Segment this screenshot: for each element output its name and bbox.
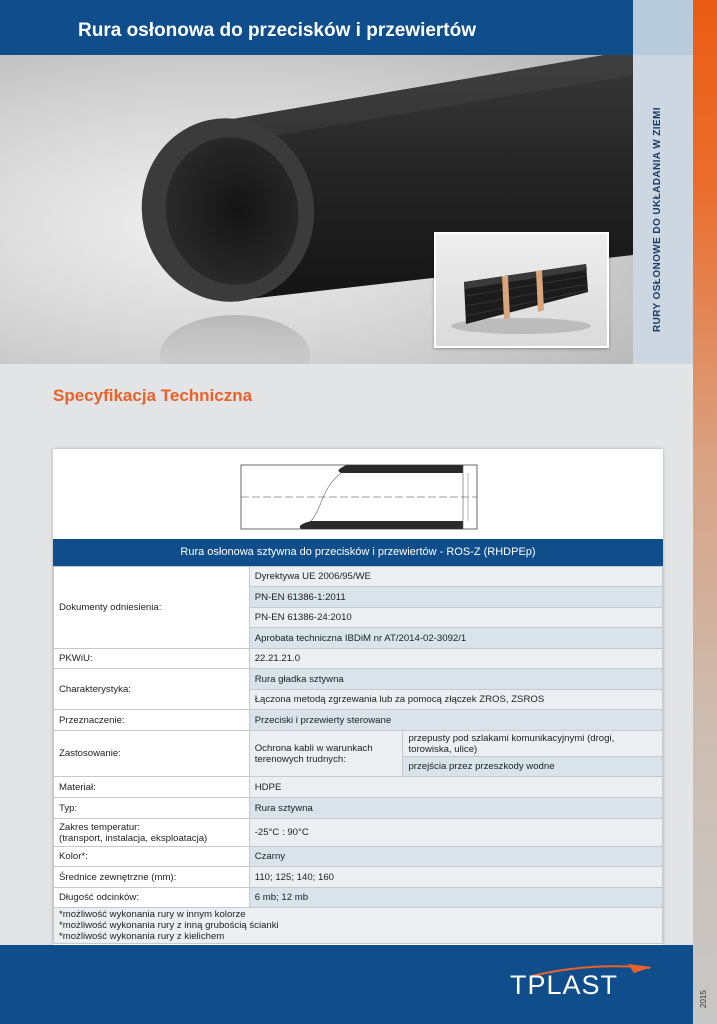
spec-card (53, 449, 663, 945)
row-label-typ: Typ: (54, 798, 250, 819)
przeznaczenie-value: Przeciski i przewierty sterowane (249, 710, 662, 731)
doc-value: Dyrektywa UE 2006/95/WE (249, 567, 662, 587)
charakterystyka-value: Rura gładka sztywna (249, 669, 662, 690)
tplast-logo (510, 958, 660, 1002)
spec-table (53, 566, 663, 944)
pipe-bundle-photo (434, 232, 609, 348)
temperatura-value: -25°C : 90°C (249, 819, 662, 847)
page-header (0, 0, 633, 55)
zastosowanie-value: przepusty pod szlakami komunikacyjnymi (drogi, torowiska, ulice) (403, 731, 663, 757)
dlugosc-value: 6 mb; 12 mb (249, 888, 662, 908)
year-label: 2015 (699, 990, 708, 1008)
spec-table-title: Rura osłonowa sztywna do przecisków i przewiertów - ROS-Z (RHDPEp) (53, 539, 663, 566)
row-label-kolor: Kolor*: (54, 847, 250, 867)
row-label-dokumenty: Dokumenty odniesienia: (54, 567, 250, 649)
row-label-dlugosc: Długość odcinków: (54, 888, 250, 908)
logo-text: TPLAST (510, 970, 619, 1000)
section-title: Specyfikacja Techniczna (53, 386, 253, 405)
page-title: Rura osłonowa do przecisków i przewiertów (78, 20, 477, 41)
zastosowanie-middle: Ochrona kabli w warunkach terenowych trudnych: (249, 731, 403, 777)
note-line: *możliwość wykonania rury w innym kolorze (59, 909, 246, 920)
row-label-przeznaczenie: Przeznaczenie: (54, 710, 250, 731)
temperatura-label: Zakres temperatur: (59, 821, 141, 833)
srednice-value: 110; 125; 140; 160 (249, 867, 662, 888)
note-line: *możliwość wykonania rury z inną grubością ścianki (59, 920, 279, 931)
doc-value: Aprobata techniczna IBDiM nr AT/2014-02-3092/1 (249, 628, 662, 649)
side-strip (633, 0, 693, 364)
row-label-material: Materiał: (54, 777, 250, 798)
doc-value: PN-EN 61386-24:2010 (249, 608, 662, 628)
row-label-charakterystyka: Charakterystyka: (54, 669, 250, 710)
kolor-value: Czarny (249, 847, 662, 867)
row-label-srednice: Średnice zewnętrzne (mm): (54, 867, 250, 888)
material-value: HDPE (249, 777, 662, 798)
pipe-cross-section-diagram (53, 449, 663, 539)
typ-value: Rura sztywna (249, 798, 662, 819)
pkwiu-value: 22.21.21.0 (249, 649, 662, 669)
row-label-temperatura (54, 819, 250, 847)
zastosowanie-value: przejścia przez przeszkody wodne (403, 757, 663, 777)
note-line: *możliwość wykonania rury z kielichem (59, 931, 225, 942)
side-category-label: RURY OSŁONOWE DO UKŁADANIA W ZIEMI (652, 107, 663, 332)
row-label-zastosowanie: Zastosowanie: (54, 731, 250, 777)
notes (54, 908, 663, 944)
row-label-pkwiu: PKWiU: (54, 649, 250, 669)
charakterystyka-value: Łączona metodą zgrzewania lub za pomocą złączek ZROS, ZSROS (249, 690, 662, 710)
doc-value: PN-EN 61386-1:2011 (249, 587, 662, 608)
temperatura-sublabel: (transport, instalacja, eksploatacja) (59, 832, 208, 844)
accent-bar (693, 0, 717, 1024)
